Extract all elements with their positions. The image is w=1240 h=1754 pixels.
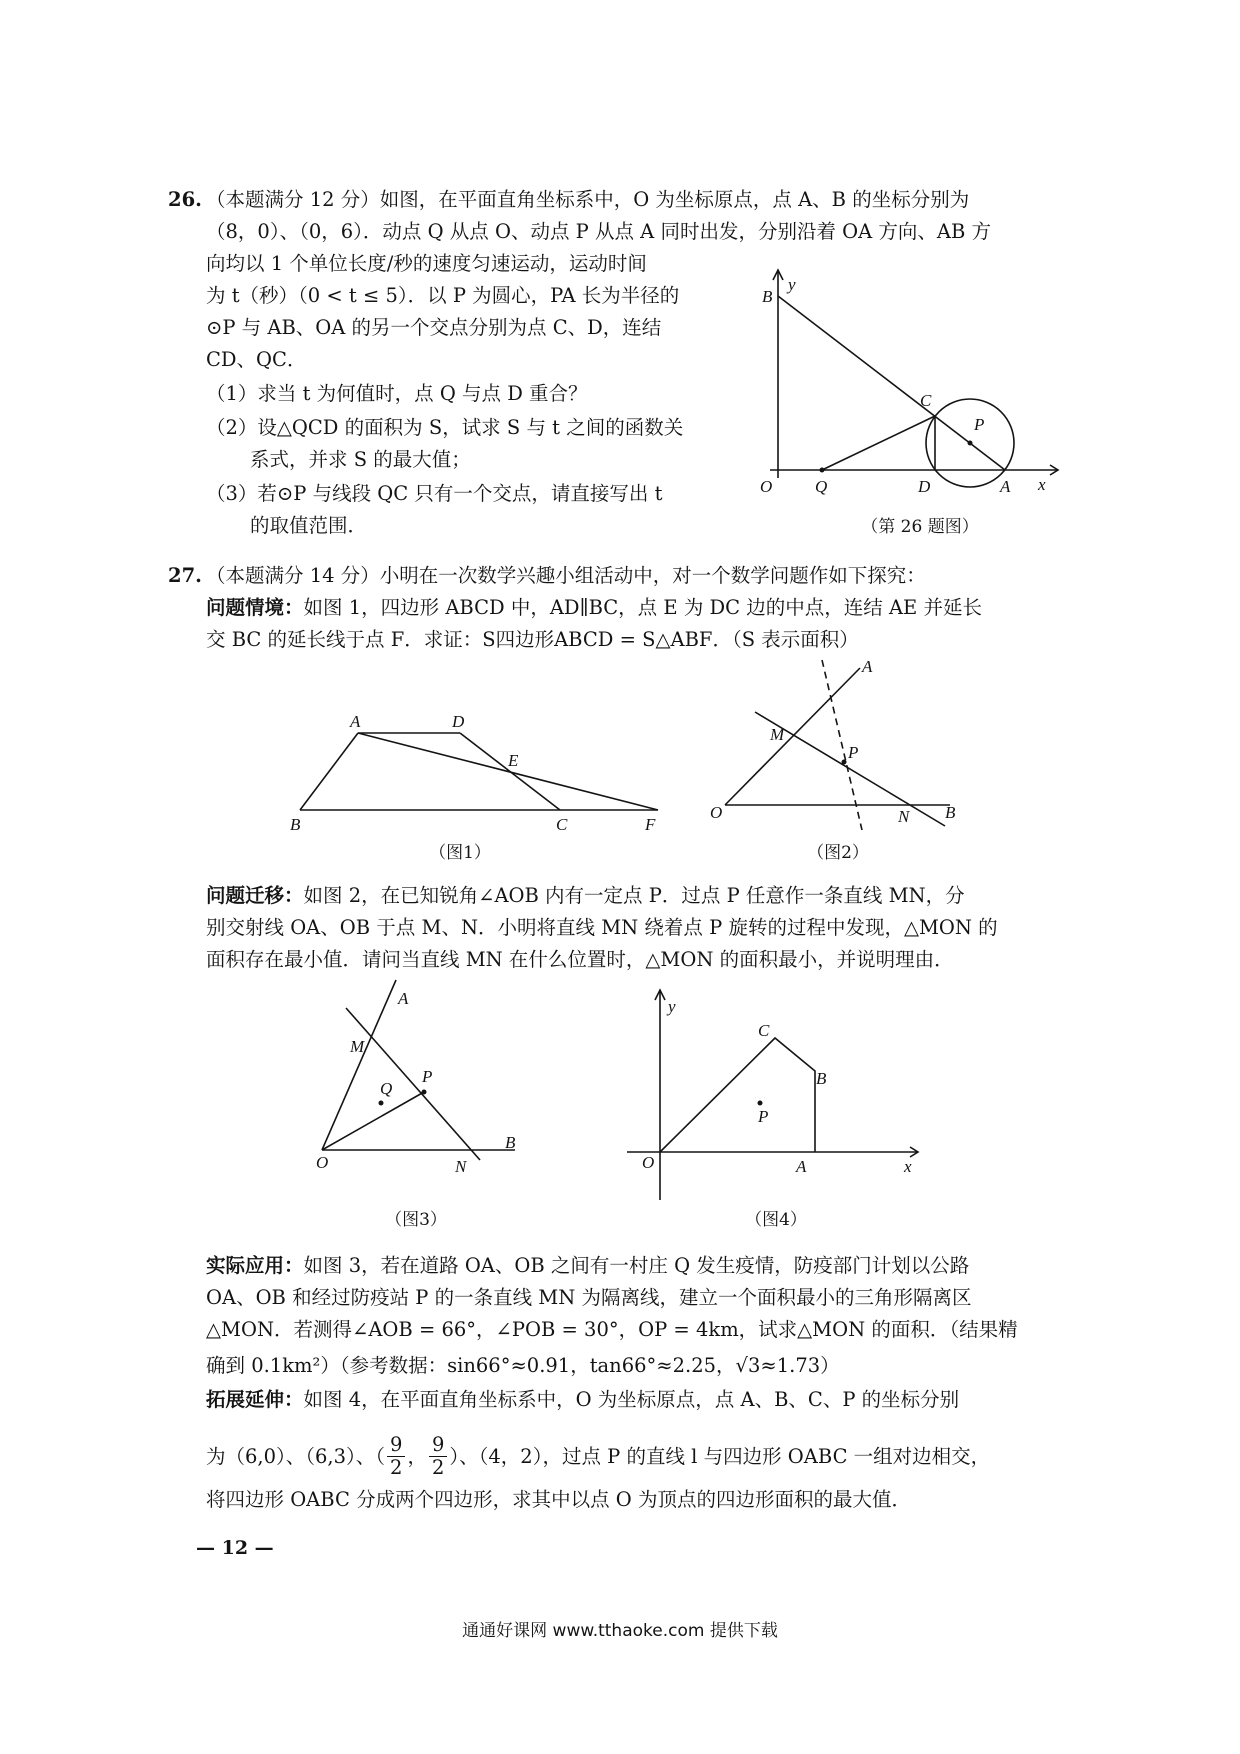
fig4-label-x: x — [904, 1157, 912, 1176]
q27-s3-line4: 确到 0.1km²）（参考数据：sin66°≈0.91，tan66°≈2.25，√3≈1.73） — [206, 1354, 840, 1377]
q27-s4-comma: ， — [407, 1444, 427, 1468]
fig2-label-P: P — [848, 743, 859, 762]
q26-sub1: （1）求当 t 为何值时，点 Q 与点 D 重合？ — [206, 382, 588, 405]
q27-s4-line2 — [206, 1434, 990, 1479]
fig26-label-B: B — [762, 287, 773, 306]
q27-text-line1: （本题满分 14 分）小明在一次数学兴趣小组活动中，对一个数学问题作如下探究： — [206, 564, 926, 587]
q27-s4-line1: 如图 4，在平面直角坐标系中，O 为坐标原点，点 A、B、C、P 的坐标分别 — [303, 1388, 960, 1411]
fig2-caption: （图2） — [807, 843, 869, 863]
fig2-label-N: N — [898, 807, 910, 826]
q26-number: 26. — [168, 188, 202, 211]
fig4-label-O: O — [642, 1153, 655, 1172]
q26-text-line2: （8，0）、（0，6）．动点 Q 从点 O、动点 P 从点 A 同时出发，分别沿着 OA 方向、AB 方 — [206, 220, 992, 243]
fig26-label-D: D — [918, 477, 931, 496]
q26-text-line1: （本题满分 12 分）如图，在平面直角坐标系中，O 为坐标原点，点 A、B 的坐标分别为 — [206, 188, 970, 211]
q27-s4-line3: 将四边形 OABC 分成两个四边形，求其中以点 O 为顶点的四边形面积的最大值． — [206, 1488, 911, 1511]
fig2-label-B: B — [945, 803, 956, 822]
fig4-label-B: B — [816, 1069, 827, 1088]
fig3-segment-OP — [322, 1092, 424, 1150]
fig26-caption: （第 26 题图） — [861, 517, 979, 537]
fig3-caption: （图3） — [385, 1210, 447, 1230]
fig3-label-Q: Q — [380, 1079, 393, 1098]
q27-extension — [206, 1384, 959, 1416]
fraction-denominator: 2 — [387, 1456, 405, 1479]
q27-s3-line1: 如图 3，若在道路 OA、OB 之间有一村庄 Q 发生疫情，防疫部门计划以公路 — [303, 1254, 970, 1277]
q26-sub3-line2: 的取值范围． — [250, 514, 368, 537]
page-number: — 12 — — [196, 1537, 274, 1559]
q27-s1-line1: 如图 1，四边形 ABCD 中，AD∥BC，点 E 为 DC 边的中点，连结 AE 并延长 — [303, 596, 982, 619]
fig3-ray-OA — [322, 980, 396, 1150]
section-title-application: 实际应用： — [206, 1254, 304, 1277]
q27-s2-line2: 别交射线 OA、OB 于点 M、N．小明将直线 MN 绕着点 P 旋转的过程中发现，△MON 的 — [206, 916, 998, 939]
fig1-label-B: B — [290, 815, 301, 834]
fig3-label-N: N — [455, 1157, 467, 1176]
fig26-label-y: y — [788, 275, 796, 294]
fig3-label-O: O — [316, 1153, 329, 1172]
q26-text-line6: CD、QC． — [206, 348, 307, 371]
fig1-label-F: F — [645, 815, 656, 834]
q27-s4-line2a: 为（6,0）、（6,3）、（ — [206, 1444, 386, 1468]
q26-sub3-line1: （3）若⊙P 与线段 QC 只有一个交点，请直接写出 t — [206, 482, 663, 505]
q26-sub2-line2: 系式，并求 S 的最大值； — [250, 448, 471, 471]
fig4-label-y: y — [668, 997, 676, 1016]
fig1-label-A: A — [350, 712, 361, 731]
q27-s1-line2: 交 BC 的延长线于点 F．求证：S四边形ABCD = S△ABF．（S 表示面积） — [206, 628, 859, 651]
fig2-label-M: M — [770, 725, 785, 744]
fig3-label-B: B — [505, 1133, 516, 1152]
fig2-label-A: A — [862, 657, 873, 676]
fig3-line-MN — [346, 1008, 480, 1160]
fig3-point-Q — [379, 1101, 384, 1106]
fig4-label-P: P — [758, 1107, 769, 1126]
fig4-polygon-OCB-A — [660, 1038, 815, 1152]
fig1-label-E: E — [508, 751, 519, 770]
q27-s2-line3: 面积存在最小值．请问当直线 MN 在什么位置时，△MON 的面积最小，并说明理由． — [206, 948, 954, 971]
q27-s4-line2b: ）、（4，2），过点 P 的直线 l 与四边形 OABC 一组对边相交， — [449, 1444, 991, 1468]
fraction-9-over-2-a — [387, 1434, 405, 1479]
fig1-caption: （图1） — [429, 843, 491, 863]
fig4-caption: （图4） — [745, 1210, 807, 1230]
fig4-point-P — [758, 1101, 763, 1106]
fig3-label-M: M — [350, 1037, 365, 1056]
fig3-label-P: P — [422, 1067, 433, 1086]
fig1-label-D: D — [452, 712, 465, 731]
q27-s3-line3: △MON．若测得∠AOB = 66°，∠POB = 30°，OP = 4km，试求△MON 的面积．（结果精 — [206, 1318, 1018, 1341]
fig3-label-A: A — [398, 989, 409, 1008]
fig26-label-O: O — [760, 477, 773, 496]
section-title-situation: 问题情境： — [206, 596, 304, 619]
fraction-9-over-2-b — [429, 1434, 447, 1479]
fraction-denominator: 2 — [429, 1456, 447, 1479]
fig3-point-P — [422, 1090, 427, 1095]
q26-text-line4: 为 t（秒）（0 < t ≤ 5）．以 P 为圆心，PA 长为半径的 — [206, 284, 680, 307]
q26-sub2-line1: （2）设△QCD 的面积为 S，试求 S 与 t 之间的函数关 — [206, 416, 684, 439]
fraction-numerator: 9 — [431, 1433, 445, 1456]
fig4-label-C: C — [758, 1021, 770, 1040]
fig26-label-x: x — [1038, 475, 1046, 494]
fig1-label-C: C — [556, 815, 568, 834]
fig26-label-Q: Q — [815, 477, 828, 496]
fig2-label-O: O — [710, 803, 723, 822]
q27-s2-line1: 如图 2，在已知锐角∠AOB 内有一定点 P．过点 P 任意作一条直线 MN，分 — [303, 884, 965, 907]
section-title-extension: 拓展延伸： — [206, 1388, 304, 1411]
footer-download-note: 通通好课网 www.tthaoke.com 提供下载 — [462, 1621, 778, 1641]
q27-application — [206, 1250, 969, 1282]
fig26-label-A: A — [1000, 477, 1011, 496]
fig26-label-C: C — [920, 391, 932, 410]
q26-text-line3: 向均以 1 个单位长度/秒的速度匀速运动，运动时间 — [206, 252, 647, 275]
q27-s3-line2: OA、OB 和经过防疫站 P 的一条直线 MN 为隔离线，建立一个面积最小的三角形隔离区 — [206, 1286, 972, 1309]
q27-number: 27. — [168, 564, 202, 587]
q26-text-line5: ⊙P 与 AB、OA 的另一个交点分别为点 C、D，连结 — [206, 316, 662, 339]
fig4-label-A: A — [796, 1157, 807, 1176]
fraction-numerator: 9 — [390, 1433, 403, 1456]
section-title-migration: 问题迁移： — [206, 884, 304, 907]
fig26-label-P: P — [974, 415, 985, 434]
